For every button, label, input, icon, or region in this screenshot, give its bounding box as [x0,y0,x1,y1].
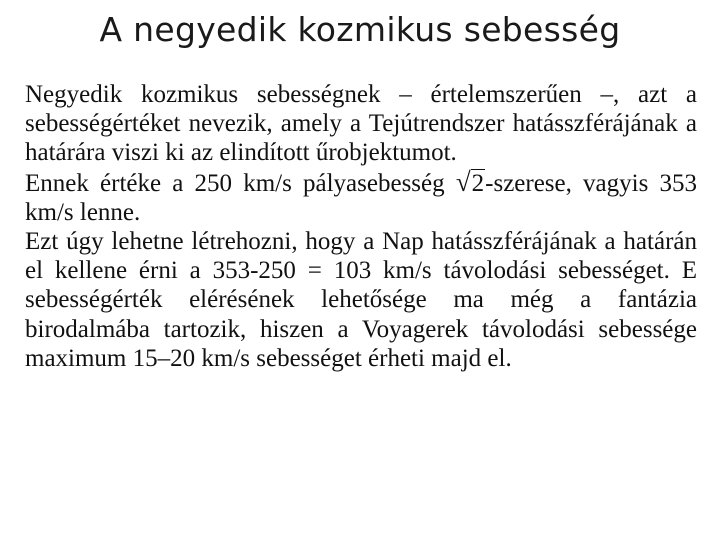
slide-body [25,80,697,373]
value-text-after: -szerese, vagyis 353 km/s lenne. [25,169,698,226]
paragraph-value [25,168,697,227]
square-root-sign: √ [455,166,471,197]
square-root-expression [456,168,485,198]
slide-title: A negyedik kozmikus sebesség [99,10,621,49]
paragraph-definition: Negyedik kozmikus sebességnek – értelemszerűen –, azt a sebességértéket nevezik, amely a Tejútrendszer hatásszférájának a határára viszi ki az elindított űrobjektumot. [25,81,697,167]
paragraph-feasibility: Ezt úgy lehetne létrehozni, hogy a Nap hatásszférájának a határán el kellene érni a 353-250 = 103 km/s távolodási sebességet. E sebességérték elérésének lehetősége ma még a fantázia birodalmába tartozik, hiszen a Voyagerek távolodási sebessége maximum 15–20 km/s sebességet érheti majd el. [25,228,697,372]
square-root-radicand: 2 [471,169,485,197]
value-text-before: Ennek értéke a 250 km/s pályasebesség [25,169,456,197]
